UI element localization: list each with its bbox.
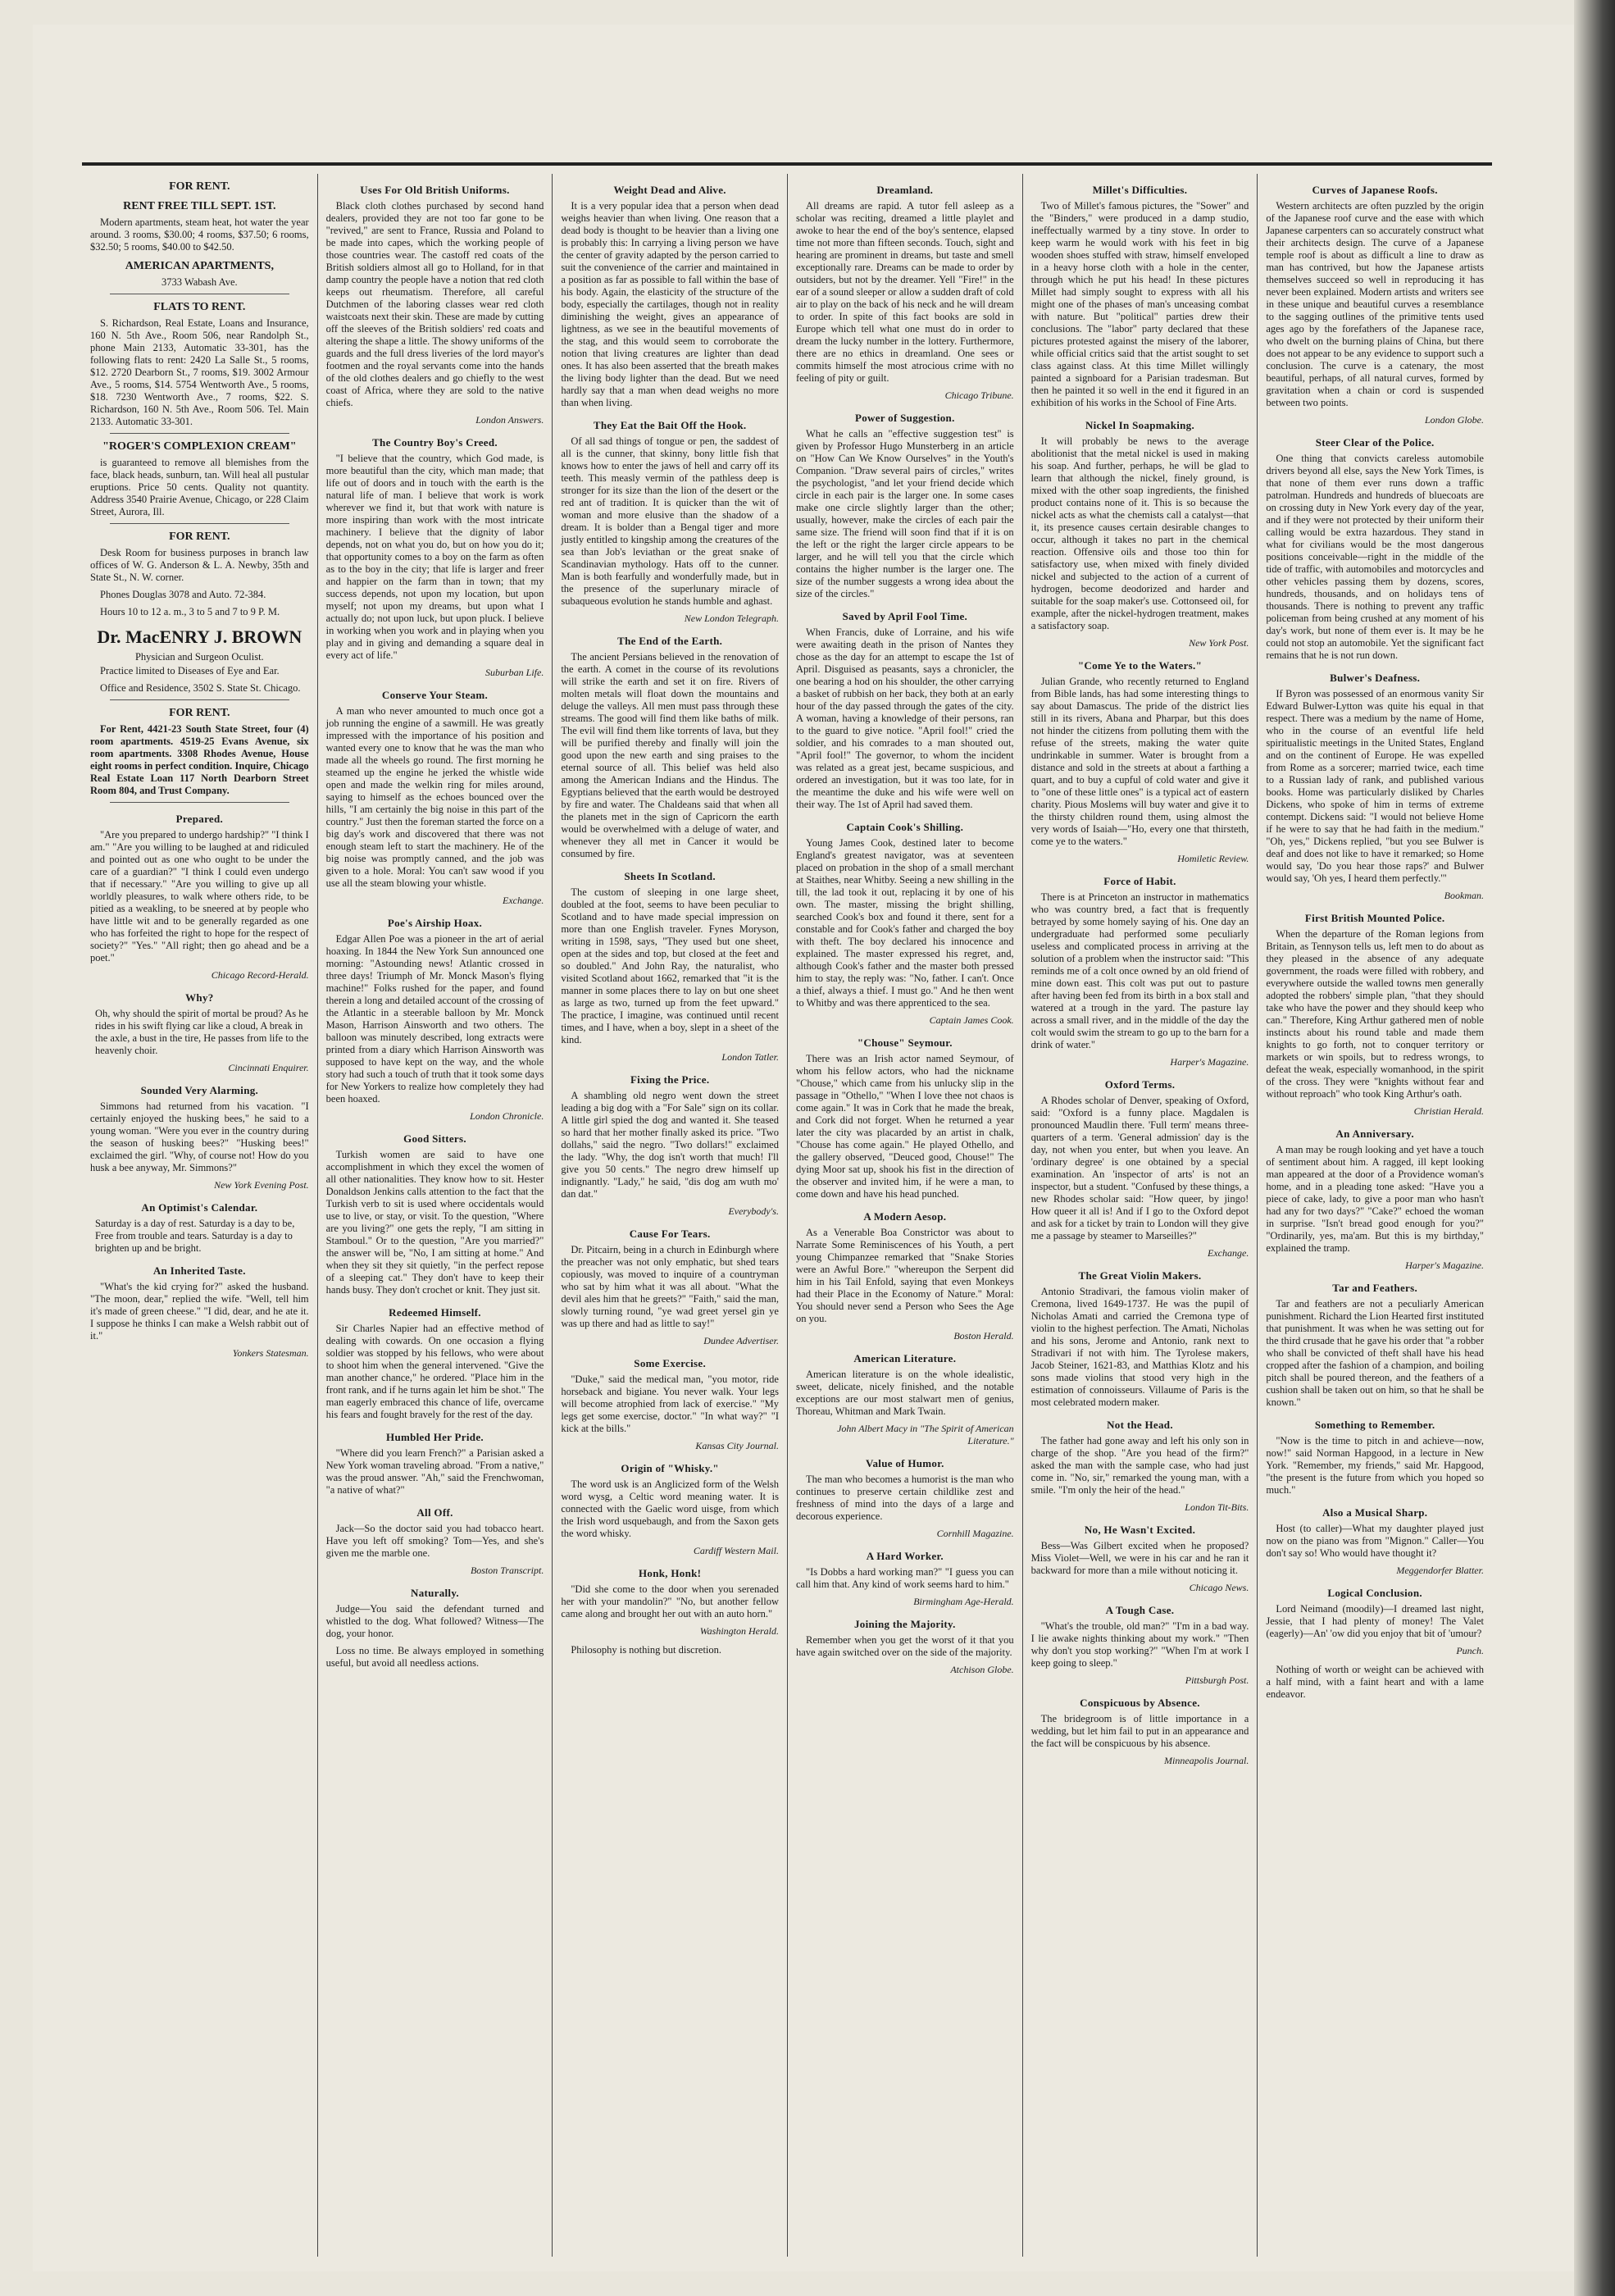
article-heading: Humbled Her Pride. xyxy=(386,1431,484,1443)
article-heading: Power of Suggestion. xyxy=(854,412,955,424)
article-body: The word usk is an Anglicized form of the Welsh word wysg, a Celtic word meaning water. It is connected with the Gaelic word uisge, from which the Irish word usquebaugh, and from the Saxon gets the word whisky. xyxy=(561,1478,779,1539)
article-source: Kansas City Journal. xyxy=(695,1440,779,1451)
article-source: Minneapolis Journal. xyxy=(1164,1755,1249,1766)
article-heading: Why? xyxy=(185,991,214,1004)
column-3 xyxy=(552,174,787,2257)
article-body: Simmons had returned from his vacation. "I certainly enjoyed the husking bees," he said to a young woman. "Were you ever in the country during the season of husking bees?" "Husking bees!" exclaimed the girl. "Why, of course not! How do you husk a bee anyway, Mr. Simmons?" xyxy=(90,1100,309,1173)
article-body: The father had gone away and left his only son in charge of the shop. "Are you head of the firm?" asked the man with the sample case, who had just come in. "No, sir," remarked the young man, with a smile. "I'm only the heir of the head." xyxy=(1030,1435,1249,1496)
article-heading: Sheets In Scotland. xyxy=(624,870,716,882)
ad-body: For Rent, 4421-23 South State Street, four (4) room apartments. 4519-25 Evans Avenue, six room apartments. 3308 Rhodes Avenue, House eight rooms in perfect condition. Inquire, Chicago Real Estate Loan 117 North Dearborn Street Room 804, and Trust Company. xyxy=(90,723,309,796)
article-heading: Conspicuous by Absence. xyxy=(1080,1697,1200,1709)
ad-heading: FOR RENT. xyxy=(169,531,230,543)
ad-heading: FLATS TO RENT. xyxy=(153,301,246,313)
article-source: Cincinnati Enquirer. xyxy=(228,1062,309,1073)
article-body: Jack—So the doctor said you had tobacco heart. Have you left off smoking? Tom—Yes, and she's given me the marble one. xyxy=(325,1523,544,1559)
article-body: There was an Irish actor named Seymour, of whom his fellow actors, who had the nickname "Chouse," which came from his unlucky slip in the passage in "Othello," "When I love thee not chaos is come again." It was in Cork that he made the break, and Cork did not forget. When he returned a year later the city was placarded by an artist in chalk, "Chouse has come again." He played Othello, and the gallery observed, "Deuced good, Chouse!" The dying Moor sat up, shook his fist in the direction of the observer and invited him, if he were a man, to come down and have his head punched. xyxy=(795,1053,1014,1200)
column-1 xyxy=(82,174,317,2257)
article-heading: An Anniversary. xyxy=(1335,1128,1414,1140)
article-body: Loss no time. Be always employed in something useful, but avoid all needless actions. xyxy=(325,1645,544,1669)
ad-address: 3733 Wabash Ave. xyxy=(162,276,238,288)
article-heading: Nickel In Soapmaking. xyxy=(1085,419,1195,431)
article-source: Washington Herald. xyxy=(699,1625,779,1637)
column-2 xyxy=(317,174,553,2257)
article-heading: Good Sitters. xyxy=(403,1132,466,1145)
article-heading: American Literature. xyxy=(853,1352,957,1364)
article-source: Chicago News. xyxy=(1189,1582,1249,1593)
article-source: Yonkers Statesman. xyxy=(232,1347,309,1359)
article-heading: Logical Conclusion. xyxy=(1327,1587,1422,1599)
article-body: A man may be rough looking and yet have a touch of sentiment about him. A ragged, ill kept looking man appeared at the door of a Providence woman's home, and in a pleading tone asked: "Have you a piece of cake, lady, to give a poor man who hasn't had any for two days?" "Cake?" echoed the woman in surprise. "Isn't bread good enough for you?" "Ordinarily, yes, ma'am. But this is my birthday," explained the tramp. xyxy=(1266,1144,1484,1254)
article-body: The bridegroom is of little importance in a wedding, but let him fail to put in an appearance and the fact will be conspicuous by his absence. xyxy=(1030,1713,1249,1749)
article-heading: Fixing the Price. xyxy=(630,1073,710,1086)
article-body: A man who never amounted to much once got a job running the engine of a sawmill. He was greatly impressed with the importance of his position and wanted every one to know that he was the man who made all the wheels go round. The first morning he steamed up the engine he jerked the whistle wide open and made the welkin ring for miles around, saying to himself as the echoes bounced over the hills, "I am certainly the big noise in this part of the country." Just then the foreman started the force on a big day's work and discovered that there was not enough steam left to start the machinery. He of the big noise was promptly canned, and the job was given to a hole. Moral: You can't saw wood if you use all the steam blowing your whistle. xyxy=(325,705,544,889)
column-4 xyxy=(787,174,1022,2257)
article-source: Bookman. xyxy=(1444,890,1484,901)
article-body: Philosophy is nothing but discretion. xyxy=(571,1644,722,1656)
article-source: Harper's Magazine. xyxy=(1170,1056,1249,1068)
article-body: One thing that convicts careless automobile drivers beyond all else, says the New York Times, is that none of them ever runs down a traffic patrolman. Hundreds and hundreds of bluecoats are on crossing duty in New York every day of the year, and if they were not protected by their uniform their calling would be extra hazardous. They stand in what for civilians would be the most dangerous positions conceivable—right in the middle of the tide of traffic, with automobiles and motorcycles and other vehicles passing them by dozens, scores, hundreds, thousands, and on holidays tens of thousands. There is nothing to prevent any traffic policeman from being crushed at any moment of his day's work, but none of them ever is. It may be he could not stop an automobile. Yet the significant fact remains that he is not run down. xyxy=(1266,453,1484,661)
article-body: Tar and feathers are not a peculiarly American punishment. Richard the Lion Hearted first instituted that punishment. It was when he was setting out for the third crusade that he gave his order that "a robber who shall be convicted of theft shall have his head cropped after the fashion of a champion, and boiling pitch shall be poured thereon, and the feathers of a cushion shall be taken out on him, so that he shall be known." xyxy=(1266,1298,1484,1408)
article-body: Young James Cook, destined later to become England's greatest navigator, was at seventeen placed on probation in the shop of a small merchant at Staithes, near Whitby. Seeing a new shilling in the till, the lad took it out, replacing it by one of his own. The master, missing the bright shilling, searched Cook's box and found it there, sent for a constable and for Cook's father and charged the boy with theft. The boy declared his innocence and explained. The master expressed his regret, and, although Cook's father and the master both pressed him to stay, the reply was: "No, father. I can't. Once a thief, always a thief. I must go." And he then went to Whitby and was there apprenticed to the sea. xyxy=(795,837,1014,1009)
article-body: American literature is on the whole idealistic, sweet, delicate, nicely finished, and the notable exceptions are our most stalwart men of genius, Thoreau, Whitman and Mark Twain. xyxy=(795,1369,1014,1417)
ad-body: Phones Douglas 3078 and Auto. 72-384. xyxy=(100,589,266,600)
article-source: London Tit-Bits. xyxy=(1185,1501,1249,1513)
article-heading: Some Exercise. xyxy=(634,1357,707,1369)
article-heading: All Off. xyxy=(416,1506,453,1519)
article-heading: Weight Dead and Alive. xyxy=(613,184,726,196)
article-source: New London Telegraph. xyxy=(684,613,779,624)
article-body: "Where did you learn French?" a Parisian asked a New York woman traveling abroad. "From a native," was the proud answer. "Ah," said the Frenchwoman, "a native of what?" xyxy=(325,1447,544,1496)
article-body: Lord Neimand (moodily)—I dreamed last night, Jessie, that I had plenty of money! The Valet (eagerly)—An' 'ow did you enjoy that bit of 'umour? xyxy=(1266,1603,1484,1639)
article-body: Black cloth clothes purchased by second hand dealers, provided they are not too far gone to be "revived," are sent to France, Russia and Poland to be made into capes, which the working people of those countries wear. The castoff red coats of the British soldiers almost all go to Holland, for in that damp country the people have a notion that red cloth keeps out rheumatism. Therefore, all careful Dutchmen of the laboring classes wear red cloth waistcoats next their skin. These are made by cutting off the sleeves of the British soldiers' red coats and altering the shape a little. The showy uniforms of the guards and the full dress liveries of the lord mayor's footmen and the royal servants come into the hands of the old clothes dealers and go chiefly to the west coast of Africa, where they are sold to the native chiefs. xyxy=(325,200,544,408)
article-heading: Dreamland. xyxy=(876,184,934,196)
article-source: Homiletic Review. xyxy=(1177,853,1249,864)
article-body: Of all sad things of tongue or pen, the saddest of all is the cunner, that skinny, bony little fish that knows how to enter the jaws of hell and carry off its teeth. This measly vermin of the pathless deep is stronger for its size than the lion of the desert or the red ant of tradition. It is quicker than the wit of woman and more elusive than the shadow of a dream. It is bolder than a Bengal tiger and more justly entitled to kingship among the creatures of the sea than Job's leviathan or the great snake of Scandinavian mythology. Hats off to the cunner. Man is both fearfully and wonderfully made, but in the presence of the superlunary miracle of subaqueous evolution he stands humble and aghast. xyxy=(561,435,779,607)
article-source: Captain James Cook. xyxy=(929,1014,1014,1026)
article-source: New York Post. xyxy=(1189,637,1249,649)
article-body: The man who becomes a humorist is the man who continues to preserve certain childlike zest and freshness of mind into the days of a large and decorous experience. xyxy=(795,1474,1014,1522)
column-grid xyxy=(82,174,1492,2257)
article-heading: The Country Boy's Creed. xyxy=(372,436,498,449)
article-heading: Also a Musical Sharp. xyxy=(1322,1506,1428,1519)
article-heading: "Chouse" Seymour. xyxy=(857,1036,953,1049)
article-source: New York Evening Post. xyxy=(214,1179,309,1191)
article-body: Host (to caller)—What my daughter played just now on the piano was from "Mignon." Caller—You don't say so! Who would have thought it? xyxy=(1266,1523,1484,1559)
column-5 xyxy=(1022,174,1258,2257)
column-6 xyxy=(1257,174,1492,2257)
article-heading: Curves of Japanese Roofs. xyxy=(1312,184,1438,196)
article-source: Cornhill Magazine. xyxy=(936,1528,1014,1539)
article-body: A shambling old negro went down the street leading a big dog with a "For Sale" sign on its collar. A little girl spied the dog and wanted it. She teased so hard that her mother finally asked its price. "Two dollahs," said the negro. "Two dollars!" exclaimed the lady. "Why, the dog isn't worth that much! I'll give you 50 cents." The negro drew himself up indignantly. "Lady," he said, "dis dog am wuth mo' dan dat." xyxy=(561,1090,779,1200)
article-heading: "Come Ye to the Waters." xyxy=(1077,659,1203,672)
article-heading: Captain Cook's Shilling. xyxy=(846,821,964,833)
article-source: Pittsburgh Post. xyxy=(1185,1674,1249,1686)
ad-body: Office and Residence, 3502 S. State St. Chicago. xyxy=(100,682,301,694)
article-source: Boston Herald. xyxy=(953,1330,1014,1342)
article-source: Punch. xyxy=(1456,1645,1484,1656)
article-heading: Force of Habit. xyxy=(1103,875,1176,887)
article-source: Chicago Tribune. xyxy=(944,390,1014,401)
article-body: When Francis, duke of Lorraine, and his wife were awaiting death in the prison of Nantes they chose as the day for an attempt to escape the 1st of April. Disguised as peasants, says a chronicler, the one bearing a hod on his shoulder, the other carrying a basket of rubbish on her back, they both at an early hour of the day passed through the gates of the city. A woman, having a knowledge of their persons, ran to the guard to give notice. "April fool!" cried the soldier, and his comrades to a man shouted out, "April fool!" The governor, to whom the incident was related as a great jest, became suspicious, and ordered an investigation, but it was too late, for in the meantime the duke and his wife were well on their way. The 1st of April had saved them. xyxy=(795,626,1014,810)
article-heading: A Hard Worker. xyxy=(866,1550,944,1562)
article-source: John Albert Macy in "The Spirit of American Literature." xyxy=(837,1423,1014,1446)
article-body: As a Venerable Boa Constrictor was about to Narrate Some Reminiscences of his Youth, a pert young Chimpanzee remarked that "Snake Stories were an Awful Bore." "whereupon the Serpent did him in his Tail Enfold, saying that even Monkeys had their Place in the Economy of Nature." Moral: You should never send a Person who Sees the Age on you. xyxy=(795,1227,1014,1324)
article-source: Dundee Advertiser. xyxy=(703,1335,779,1346)
top-rule xyxy=(82,162,1492,166)
ad-subheading: RENT FREE TILL SEPT. 1ST. xyxy=(123,200,276,212)
article-source: Everybody's. xyxy=(728,1205,779,1217)
article-heading: Cause For Tears. xyxy=(629,1228,711,1240)
article-body: Sir Charles Napier had an effective method of dealing with cowards. On one occasion a flying soldier was stopped by his fellows, who were about to shoot him when the general intervened. "Give the man another chance," he ordered. "Place him in the front rank, and if he turns again let him be shot." The man eagerly embraced this chance of life, overcame his fears and fought bravely for the rest of the day. xyxy=(325,1323,544,1420)
article-source: Birmingham Age-Herald. xyxy=(913,1596,1014,1607)
article-heading: They Eat the Bait Off the Hook. xyxy=(593,419,747,431)
article-source: Harper's Magazine. xyxy=(1405,1260,1484,1271)
article-body: Antonio Stradivari, the famous violin maker of Cremona, lived 1649-1737. He was the pupil of Nicholas Amati and carried the Cremona type of violin to the highest perfection. The Amati, Nicholas and his sons, Jerome and Antonio, rank next to Stradivari if not with him. The Tyrolese makers, Jacob Steiner, 1621-83, and Matthias Klotz and his sons made violins that stood very high in the estimation of connoisseurs. Villaume of Paris is the most celebrated modern maker. xyxy=(1030,1286,1249,1408)
article-source: Atchison Globe. xyxy=(950,1664,1014,1675)
article-heading: Something to Remember. xyxy=(1314,1419,1435,1431)
article-body: "Did she come to the door when you serenaded her with your mandolin?" "No, but another fellow came along and brought her out with an auto horn." xyxy=(561,1583,779,1620)
ad-heading: AMERICAN APARTMENTS, xyxy=(125,260,274,272)
article-heading: Conserve Your Steam. xyxy=(381,689,489,701)
article-heading: The End of the Earth. xyxy=(617,635,723,647)
article-heading: An Inherited Taste. xyxy=(152,1264,246,1277)
doctor-name: Dr. MacENRY J. BROWN xyxy=(97,626,303,647)
article-body: Edgar Allen Poe was a pioneer in the art of aerial hoaxing. In 1844 the New York Sun announced one morning: "Astounding news! Atlantic crossed in three days! Triumph of Mr. Monck Mason's flying machine!" Folks rushed for the paper, and found therein a long and detailed account of the crossing of the Atlantic in a steerable balloon by Mr. Monck Mason, Harrison Ainsworth and two others. The balloon was minutely described, long extracts were printed from a diary which Harrison Ainsworth was supposed to have kept on the way, and the whole story had such a touch of truth that it took some days for New Yorkers to realize how completely they had been hoaxed. xyxy=(325,933,544,1105)
ad-body: is guaranteed to remove all blemishes from the face, black heads, sunburn, tan. Will heal all pustular eruptions. Price 50 cents. Quality not quantity. Address 3540 Prairie Avenue, Chicago, or 228 Claim Street, Aurora, Ill. xyxy=(90,457,309,517)
article-source: Boston Transcript. xyxy=(470,1565,544,1576)
article-body: What he calls an "effective suggestion test" is given by Professor Hugo Munsterberg in an article on "How Can We Know Ourselves" in the Youth's Companion. "Draw several pairs of circles," writes the psychologist, "and let your friend decide which circle in each pair is the larger one. In some cases make one circle slightly larger than the other; usually, however, make the circles of each pair the same size. The friend will soon find that if it is on the left or the right the larger circle appears to be larger, and he will tell you that the circle which contains the higher number is the larger one. The size of the number suggests a wrong idea about the size of the circles." xyxy=(795,428,1014,599)
article-heading: Uses For Old British Uniforms. xyxy=(360,184,510,196)
ad-body: S. Richardson, Real Estate, Loans and Insurance, 160 N. 5th Ave., Room 506, near Randolph St., phone Main 2133, Automatic 33-301, has the following flats to rent: 2420 La Salle St., 5 rooms, $12. 2720 Dearborn St., 7 rooms, $19. 3002 Armour Ave., 5 rooms, $14. 5754 Wentworth Ave., 5 rooms, $18. 7230 Wentworth Ave., 7 rooms, $22. S. Richardson, 160 N. 5th Ave., Room 506. Tel. Main 2133. Automatic 33-301. xyxy=(90,317,309,427)
article-heading: Poe's Airship Hoax. xyxy=(387,917,483,929)
article-body: It is a very popular idea that a person when dead weighs heavier than when living. One reason that a dead body is thought to be heavier than a living one is probably this: In carrying a living person we have the center of gravity adapted by the person carried to suit the convenience of the carrier and maintained in a position as far as possible to fall within the base of his body. Again, the elasticity of the structure of the body, especially the cartilages, though not in reality diminishing the weight, gives an appearance of lightness, as we see in the beautiful movements of the stag, and this would seem to corroborate the notion that living creatures are lighter than dead ones. It has also been asserted that the breath makes the living body lighter than the dead. But we need hardly say that a man when dead weighs no more than when living. xyxy=(561,200,779,408)
article-heading: An Optimist's Calendar. xyxy=(141,1201,258,1214)
article-heading: Saved by April Fool Time. xyxy=(842,610,968,622)
article-body: All dreams are rapid. A tutor fell asleep as a scholar was reciting, dreamed a little playlet and awoke to hear the end of the boy's sentence, elapsed time not more than fifteen seconds. Touch, sight and hearing are prominent in dreams, but taste and smell exceptionally rare. Dreams can be made to order by outsiders, but not by the dreamer. Yell "Fire!" in the ear of a sound sleeper or allow a sudden draft of cold air to play on the back of his neck and he will dream to order. In spite of this fact books are sold in Europe which tell what one must do in order to dream the lucky number in the lottery. Furthermore, there are no ethics in dreamland. One sees or commits himself the most atrocious crime with no feeling of pity or guilt. xyxy=(795,200,1014,384)
article-heading: Prepared. xyxy=(175,813,224,825)
poem-body: Oh, why should the spirit of mortal be proud? As he rides in his swift flying car like a cloud, A break in the axle, a bust in the tire, He passes from life to the heavenly choir. xyxy=(95,1008,309,1056)
ad-body: Desk Room for business purposes in branch law offices of W. G. Anderson & L. A. Newby, 35th and State St., N. W. corner. xyxy=(90,547,309,583)
ad-heading: "ROGER'S COMPLEXION CREAM" xyxy=(102,440,297,453)
article-heading: Naturally. xyxy=(411,1587,459,1599)
article-body: It will probably be news to the average abolitionist that the metal nickel is used in making his soap. And further, perhaps, he will be glad to learn that although the nickel, finely ground, is mixed with the other soap ingredients, the finished product contains none of it. This is so because the nickel acts as what the chemists call a catalyst—that it, its presence causes certain desirable changes to occur, although it takes no part in the chemical reaction. Offensive oils and those too thin for satisfactory use, when mixed with finely divided nickel and subjected to the action of a current of hydrogen, become deodorized and harder and suitable for the soap maker's use. Cottonseed oil, for example, after the nickel-hydrogen treatment, makes a satisfactory soap. xyxy=(1030,435,1249,631)
article-body: There is at Princeton an instructor in mathematics who was country bred, a fact that is frequently betrayed by some homely saying of his. One day an undergraduate had performed some peculiarly useless and complicated process in arriving at the solution of a problem when the instructor said: "This reminds me of a colt once owned by an old friend of mine down east. This colt was put out to pasture after having been fed from its birth in a box stall and watered at a trough in the yard. The pasture lay across a small river, and in the middle of the day the colt would swim the stream to go up to the barn for a drink of water." xyxy=(1030,891,1249,1050)
article-body: A Rhodes scholar of Denver, speaking of Oxford, said: "Oxford is a funny place. Magdalen is pronounced Maudlin there. 'Full term' means three-quarters of a term. 'General admission' day is the day, not when you enter, but when you leave. An 'ordinary degree' is one obtained by a special examination. An 'inspector of arts' is not an inspector, but a student. "Confused by these things, a new Rhodes scholar said: "How queer, by jingo! How queer it all is! And if I go to the Oxford depot and ask for a ticket by train to London will they give me a passage by steamer to Marseilles?" xyxy=(1030,1095,1249,1241)
article-source: Meggendorfer Blatter. xyxy=(1396,1565,1484,1576)
article-body: "What's the kid crying for?" asked the husband. "The moon, dear," replied the wife. "Well, tell him it's made of green cheese." "I did, dear, and he ate it. I suppose he thinks I can make a Welsh rabbit out of it." xyxy=(90,1281,309,1342)
article-heading: Tar and Feathers. xyxy=(1332,1282,1417,1294)
ad-body: Practice limited to Diseases of Eye and Ear. xyxy=(100,665,280,676)
article-heading: Bulwer's Deafness. xyxy=(1330,672,1421,684)
article-body: "Duke," said the medical man, "you motor, ride horseback and bigiane. You never walk. Your legs will become atrophied from lack of exercise." "My legs get some exercise, doctor." "In what way?" "I kick at the bills." xyxy=(561,1374,779,1434)
article-heading: No, He Wasn't Excited. xyxy=(1084,1524,1196,1536)
article-heading: Value of Humor. xyxy=(866,1457,944,1469)
article-body: If Byron was possessed of an enormous vanity Sir Edward Bulwer-Lytton was quite his equal in that respect. There was a medium by the name of Home, who in the course of an eventful life held spiritualistic meetings in the United States, England and on the continent of Europe. He was expelled from Rome as a sorcerer; married twice, each time to a Russian lady of rank, and published various books. Home was particularly disliked by Charles Dickens, who spoke of him in terms of extreme contempt. Dickens said: "I would not believe Home if he were to say that he had faith in the medium." "Oh, yes," Dickens replied, "but you see Bulwer is deaf and does not like to have it remarked; so Home would say, 'Do you hear those raps?' and Bulwer would say, 'Oh yes, I heard them perfectly.'" xyxy=(1266,688,1484,884)
article-heading: Redeemed Himself. xyxy=(389,1306,481,1319)
article-body: The ancient Persians believed in the renovation of the earth. A comet in the course of its revolutions will strike the earth and set it on fire. Rivers of molten metals will float down the mountains and deluge the valleys. All men must pass through these streams. The good will find them like baths of milk. The evil will find them like torrents of lava, but they will be purified thereby and finally will join the good upon the new earth and sing praises to the eternal source of all. This belief was held also among the American Indians and the Hindus. The Egyptians believed that the earth would be destroyed by fire and water. The Chaldeans said that when all the planets met in the sign of Capricorn the earth would be overwhelmed with a deluge of water, and whenever they all met in Cancer it would be consumed by fire. xyxy=(561,651,779,859)
article-body: Remember when you get the worst of it that you have again switched over on the side of the majority. xyxy=(795,1634,1014,1658)
article-body: Western architects are often puzzled by the origin of the Japanese roof curve and the ease with which Japanese carpenters can so accurately construct what their architects design. The curve of a Japanese temple roof is about as difficult a line to draw as man has contrived, but how the Japanese artists themselves succeed so well in reproducing it has never been explained. Modern artists and writers see in these unique and beautiful curves a resemblance to the sagging outlines of the primitive tents used ages ago by the forefathers of the Japanese race, who dwelt on the burning plains of China, but there does not appear to be any evidence to support such a conclusion. The curve is a catenary, the most beautiful, perhaps, of all natural curves, formed by gravitation when a chain or cord is suspended between two points. xyxy=(1266,200,1484,408)
article-heading: A Tough Case. xyxy=(1105,1604,1175,1616)
article-body: "Are you prepared to undergo hardship?" "I think I am." "Are you willing to be laughed at and ridiculed and pointed out as one who ought to be under the care of a guardian?" "I think I could even undergo that if necessary." "Are you willing to give up all worldly pleasures, to walk where others ride, to be pitied as a weakling, to be sneered at by people who have little wit and to be generally regarded as one who has forfeited the right to hope for the respect of society?" "Yes." "All right; then go ahead and be a poet." xyxy=(90,829,309,963)
article-source: Suburban Life. xyxy=(484,667,544,678)
article-body: The custom of sleeping in one large sheet, doubled at the foot, seems to have been peculiar to Scotland and to have made special impression on more than one English traveler. Fynes Moryson, writing in 1598, says, "They used but one sheet, open at the sides and top, but closed at the feet and so doubled." And John Ray, the naturalist, who visited Scotland about 1662, remarked that "it is the manner in some places there to lay on but one sheet as large as two, turned up from the feet upward." The practice, I imagine, was continued until recent times, and I have, when a boy, slept in a sheet of the kind. xyxy=(561,886,779,1046)
article-body: "Is Dobbs a hard working man?" "I guess you can call him that. Any kind of work seems hard to him." xyxy=(795,1566,1014,1590)
article-source: Christian Herald. xyxy=(1413,1105,1484,1117)
article-source: Exchange. xyxy=(503,895,544,906)
article-source: London Tatler. xyxy=(721,1051,779,1063)
scan-binding-edge xyxy=(1574,0,1615,2296)
article-source: Chicago Record-Herald. xyxy=(211,969,309,981)
article-heading: The Great Violin Makers. xyxy=(1078,1269,1202,1282)
article-heading: Steer Clear of the Police. xyxy=(1315,436,1435,449)
article-heading: Honk, Honk! xyxy=(639,1567,702,1579)
article-source: London Chronicle. xyxy=(470,1110,544,1122)
article-heading: Millet's Difficulties. xyxy=(1092,184,1188,196)
article-source: Cardiff Western Mail. xyxy=(693,1545,779,1556)
newspaper-page xyxy=(33,25,1574,2271)
article-body: "I believe that the country, which God made, is more beautiful than the city, which man made; that life out of doors and in touch with the earth is the natural life of man. I believe that work is work wherever we find it, but that work with nature is more inspiring than work with the most intricate machinery. I believe that the dignity of labor depends, not on what you do, but on how you do it; that opportunity comes to a boy on the farm as often as to the boy in the city; that life is larger and freer and happier on the farm than in town; that my success depends, not upon my location, but upon myself; not upon my dreams, but upon what I actually do; not upon luck, but upon pluck. I believe in working when you work and in playing when you play and in giving and demanding a square deal in every act of life." xyxy=(325,453,544,661)
ad-heading: FOR RENT. xyxy=(169,180,230,193)
article-heading: Oxford Terms. xyxy=(1104,1078,1176,1091)
article-source: London Globe. xyxy=(1424,414,1484,426)
article-body: "What's the trouble, old man?" "I'm in a bad way. I lie awake nights thinking about my work." "Then why don't you stop working?" "When I'm at work I keep going to sleep." xyxy=(1030,1620,1249,1669)
article-source: London Answers. xyxy=(475,414,544,426)
ad-heading: FOR RENT. xyxy=(169,707,230,719)
article-body: When the departure of the Roman legions from Britain, as Tennyson tells us, left men to do about as they pleased in the absence of any adequate government, the roads were filled with robbery, and everywhere outside the walled towns men generally adopted the robbers' simple plan, "that they should take who have the power and they should keep who can." Therefore, King Arthur gathered men of noble instincts about his round table and made them knights to go forth, not to conquer territory or markets or win spoils, but to redress wrongs, to defeat the weak, especially womanhood, in the spirit of the cross. They were "knights without fear and without reproach" who took King Arthur's oath. xyxy=(1266,928,1484,1100)
article-body: Two of Millet's famous pictures, the "Sower" and the "Binders," were produced in a damp studio, ineffectually warmed by a tiny stove. In order to keep warm he would work with his feet in big wooden shoes stuffed with straw, himself enveloped in a heavy horse cloth with a hole in the center, through which he put his head! In these pictures Millet had simply sought to express with all his might one of the phases of man's unceasing combat with nature. But "political" parties drew their conclusions. The "labor" party declared that these pictures protested against the misery of the laborer, while official critics said that the artist sought to set class against class. At this time Millet willingly painted a signboard for a Parisian tradesman. But then he painted it so well in the end it figured in an exhibition of his works in the School of Fine Arts. xyxy=(1030,200,1249,408)
article-heading: A Modern Aesop. xyxy=(863,1210,947,1223)
poem-body: Saturday is a day of rest. Saturday is a day to be, Free from trouble and tears. Saturday is a day to brighten up and be bright. xyxy=(95,1218,295,1254)
ad-body: Modern apartments, steam heat, hot water the year around. 3 rooms, $30.00; 4 rooms, $37.50; 6 rooms, $32.50; 5 rooms, $40.00 to $42.50. xyxy=(90,216,309,253)
ad-body: Hours 10 to 12 a. m., 3 to 5 and 7 to 9 P. M. xyxy=(100,606,280,617)
article-body: Julian Grande, who recently returned to England from Bible lands, has had some interesting things to say about Damascus. The pride of the district lies still in its rivers, Abana and Pharpar, but this does not hinder the citizens from polluting them with the refuse of the streets, making the water quite undrinkable in summer. Water is brought from a distance and sold in the streets at about a farthing a quart, and to buy a cupful of cold water and give it to "one of these little ones" is a typical act of eastern charity. Pious Moslems will buy water and give it to the thirsty children round them, using almost the very words of Isaiah—"Ho, every one that thirsteth, come ye to the waters." xyxy=(1030,676,1249,847)
article-body: "Now is the time to pitch in and achieve—now, now!" said Norman Hapgood, in a lecture in New York. "Remember, my friends," said Mr. Hapgood, "the present is the future from which you hoped so much." xyxy=(1266,1435,1484,1496)
article-heading: Origin of "Whisky." xyxy=(621,1462,719,1474)
article-body: Nothing of worth or weight can be achieved with a half mind, with a faint heart and with a lame endeavor. xyxy=(1266,1664,1484,1700)
article-body: Bess—Was Gilbert excited when he proposed? Miss Violet—Well, we were in his car and he ran it backward for more than a mile without noticing it. xyxy=(1030,1540,1249,1576)
article-body: Judge—You said the defendant turned and whistled to the dog. What followed? Witness—The dog, your honor. xyxy=(325,1603,544,1639)
doctor-title: Physician and Surgeon Oculist. xyxy=(134,651,264,663)
article-body: Dr. Pitcairn, being in a church in Edinburgh where the preacher was not only emphatic, but shed tears copiously, was moved to inquire of a countryman who sat by him what it was all about. "What the devil ales him that he greets?" "Faith," said the man, slowly turning round, "ye wad greet yersel gin ye was up there and had as little to say!" xyxy=(561,1244,779,1329)
article-heading: Sounded Very Alarming. xyxy=(140,1084,259,1096)
article-source: Exchange. xyxy=(1208,1247,1249,1259)
article-heading: Not the Head. xyxy=(1107,1419,1173,1431)
article-heading: First British Mounted Police. xyxy=(1304,912,1445,924)
article-heading: Joining the Majority. xyxy=(853,1618,956,1630)
article-body: Turkish women are said to have one accomplishment in which they excel the women of all other nationalities. They know how to sit. Hester Donaldson Jenkins calls attention to the fact that the Turkish verb to sit is used where occidentals would use to live, or stay, or visit. To the question, "Where are you living?" one gets the reply, "I am sitting in Stamboul." Or to the question, "Are you married?" the answer will be, "No, I am sitting at home." And when they sit they sit quietly, "in the perfect repose of a sleeping cat." They don't have to keep their hands busy. They don't crochet or knit. They just sit. xyxy=(325,1149,544,1296)
